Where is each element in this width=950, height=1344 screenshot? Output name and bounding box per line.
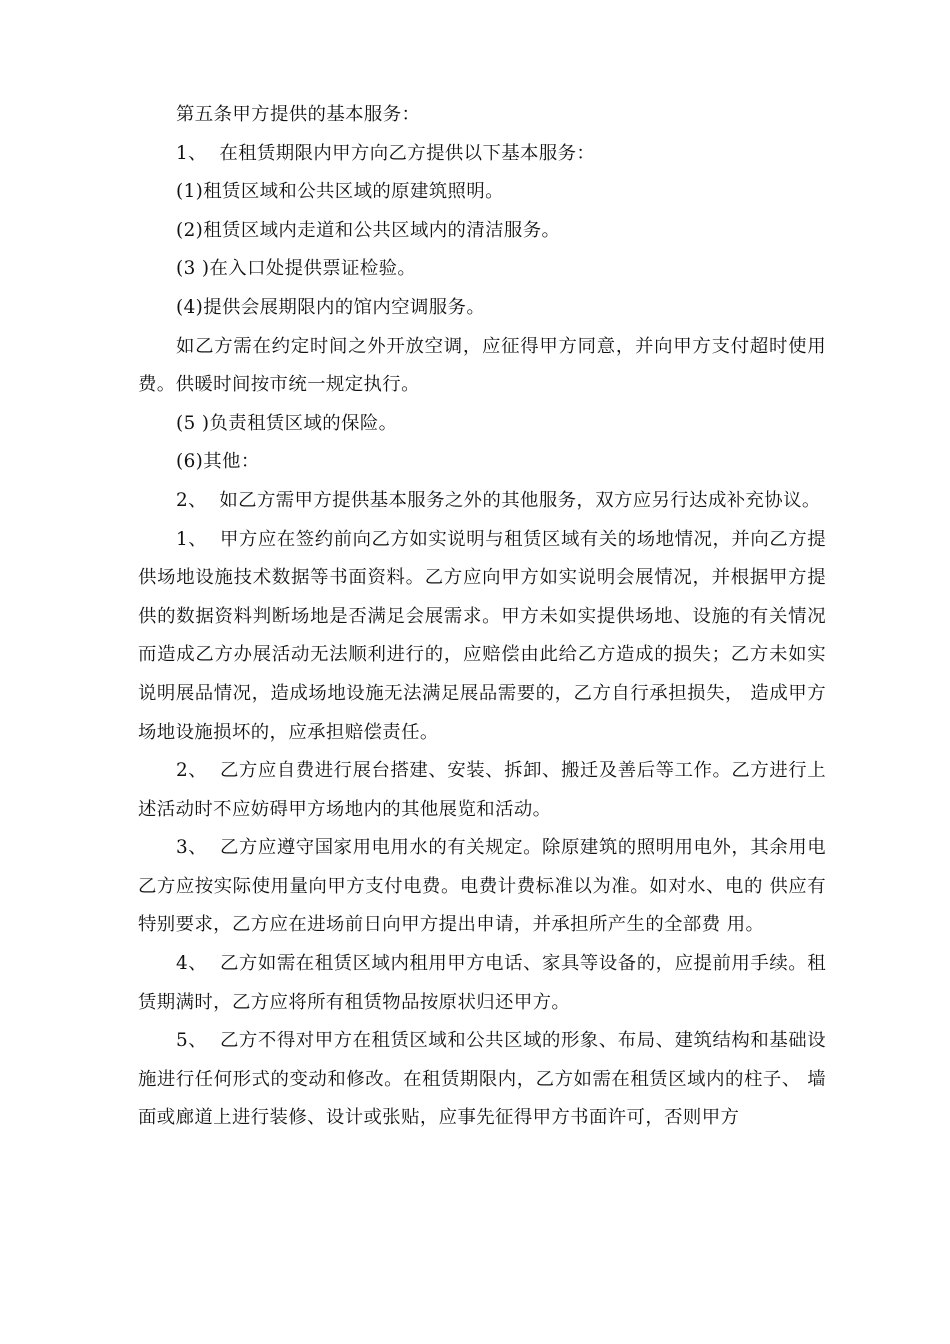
clause-paragraph: (5 )负责租赁区域的保险。 bbox=[176, 412, 398, 434]
clause-paragraph: 2、 如乙方需甲方提供基本服务之外的其他服务，双方应另行达成补充协议。 bbox=[176, 489, 821, 511]
clause-paragraph: 3、 乙方应遵守国家用电用水的有关规定。除原建筑的照明用电外，其余用电乙方应按实际使用量向甲方支付电费。电费计费标准以为准。如对水、电的 供应有特别要求，乙方应在进场前日向甲方提出申请，并承担所产生的全部费 用。 bbox=[138, 837, 826, 936]
clause-paragraph: 2、 乙方应自费进行展台搭建、安装、拆卸、搬迁及善后等工作。乙方进行上述活动时不应妨碍甲方场地内的其他展览和活动。 bbox=[138, 760, 826, 820]
clause-paragraph: 1、 在租赁期限内甲方向乙方提供以下基本服务： bbox=[176, 142, 596, 164]
clause-paragraph: (1)租赁区域和公共区域的原建筑照明。 bbox=[176, 181, 504, 203]
clause-paragraph: (3 )在入口处提供票证检验。 bbox=[176, 258, 417, 280]
clause-paragraph: 4、 乙方如需在租赁区域内租用甲方电话、家具等设备的，应提前用手续。租赁期满时，乙方应将所有租赁物品按原状归还甲方。 bbox=[138, 953, 826, 1013]
article-heading: 第五条甲方提供的基本服务： bbox=[176, 104, 421, 125]
clause-paragraph: 1、 甲方应在签约前向乙方如实说明与租赁区域有关的场地情况，并向乙方提供场地设施技术数据等书面资料。乙方应向甲方如实说明会展情况，并根据甲方提供的数据资料判断场地是否满足会展需求。甲方未如实提供场地、设施的有关情况而造成乙方办展活动无法顺利进行的，应赔偿由此给乙方造成的损失；乙方未如实说明展品情况，造成场地设施无法满足展品需要的，乙方自行承担损失， 造成甲方场地设施损坏的，应承担赔偿责任。 bbox=[138, 528, 826, 743]
clause-paragraph: 如乙方需在约定时间之外开放空调，应征得甲方同意，并向甲方支付超时使用费。供暖时间按市统一规定执行。 bbox=[138, 335, 826, 396]
clause-paragraph: 5、 乙方不得对甲方在租赁区域和公共区域的形象、布局、建筑结构和基础设施进行任何形式的变动和修改。在租赁期限内，乙方如需在租赁区域内的柱子、 墙面或廊道上进行装修、设计或张贴，应事先征得甲方书面许可，否则甲方 bbox=[138, 1030, 826, 1129]
document-body bbox=[138, 96, 826, 1138]
clause-paragraph: (4)提供会展期限内的馆内空调服务。 bbox=[176, 296, 486, 318]
clause-paragraph: (2)租赁区域内走道和公共区域内的清洁服务。 bbox=[176, 219, 561, 241]
clause-paragraph: (6)其他： bbox=[176, 451, 260, 473]
